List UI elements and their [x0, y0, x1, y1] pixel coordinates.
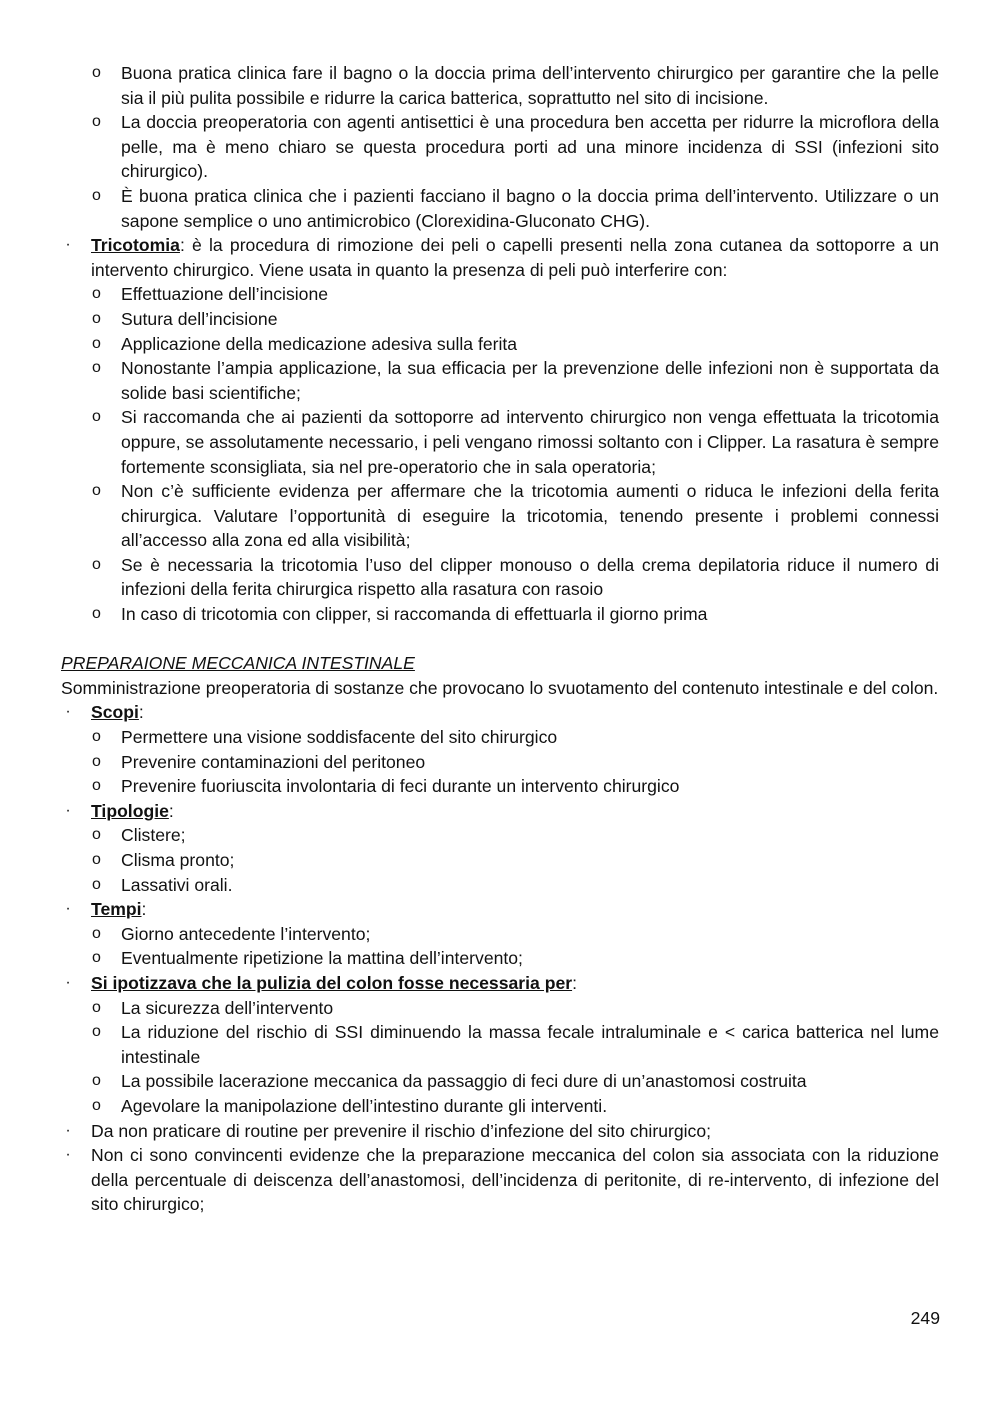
tricotomia-sublist — [91, 282, 939, 626]
dot-bullet-icon: · — [65, 1121, 71, 1139]
circle-bullet-icon: o — [92, 482, 101, 500]
list-item: o Permettere una visione soddisfacente del sito chirurgico — [61, 725, 939, 750]
circle-bullet-icon: o — [92, 408, 101, 426]
list-item: o Lassativi orali. — [61, 873, 939, 898]
list-item: o Applicazione della medicazione adesiva sulla ferita — [61, 332, 939, 357]
list-item: o La doccia preoperatoria con agenti antisettici è una procedura ben accetta per ridurre la microflora della pelle, ma è meno chiaro se questa procedura porti ad una minore incidenza di SSI (infezioni sito chirurgico). — [92, 112, 939, 182]
circle-bullet-icon: o — [92, 605, 101, 623]
ipotesi-list — [61, 971, 939, 996]
circle-bullet-icon: o — [92, 285, 101, 303]
circle-bullet-icon: o — [92, 309, 101, 327]
top-sublist — [91, 61, 939, 233]
list-item: o Effettuazione dell’incisione — [61, 282, 939, 307]
scopi-list — [61, 700, 939, 725]
list-item: o Eventualmente ripetizione la mattina dell’intervento; — [61, 946, 939, 971]
list-item: · Da non praticare di routine per prevenire il rischio d’infezione del sito chirurgico; — [61, 1119, 939, 1144]
list-item: o Buona pratica clinica fare il bagno o la doccia prima dell’intervento chirurgico per garantire che la pelle sia il più pulita possibile e ridurre la carica batterica, soprattutto nel sito di incisione. — [92, 63, 939, 108]
list-item: o La sicurezza dell’intervento — [61, 996, 939, 1021]
tricotomia-lead: Tricotomia — [91, 235, 180, 256]
circle-bullet-icon: o — [92, 998, 101, 1016]
list-item: o Giorno antecedente l’intervento; — [61, 922, 939, 947]
dot-bullet-icon: · — [65, 900, 71, 918]
circle-bullet-icon: o — [92, 728, 101, 746]
section-intro: Somministrazione preoperatoria di sostanze che provocano lo svuotamento del contenuto intestinale e del colon. — [61, 677, 939, 698]
list-item: o Agevolare la manipolazione dell’intestino durante gli interventi. — [61, 1094, 939, 1119]
circle-bullet-icon: o — [92, 949, 101, 967]
tricotomia-text: : è la procedura di rimozione dei peli o capelli presenti nella zona cutanea da sottoporre a un intervento chirurgico. Viene usata in quanto la presenza di peli può interferire con: — [91, 235, 939, 280]
list-item: · Non ci sono convincenti evidenze che la preparazione meccanica del colon sia associata con la riduzione della percentuale di deiscenza dell’anastomosi, dell’incidenza di peritonite, di re-intervento, di infezione del sito chirurgico; — [61, 1143, 939, 1217]
circle-bullet-icon: o — [92, 359, 101, 377]
list-item: o Sutura dell’incisione — [61, 307, 939, 332]
list-item: o Prevenire contaminazioni del peritoneo — [61, 750, 939, 775]
tempi-item: · Tempi: — [61, 897, 939, 922]
list-item: o Prevenire fuoriuscita involontaria di feci durante un intervento chirurgico — [61, 774, 939, 799]
list-item: o Nonostante l’ampia applicazione, la sua efficacia per la prevenzione delle infezioni non è supportata da solide basi scientifiche; — [92, 358, 939, 403]
circle-bullet-icon: o — [92, 555, 101, 573]
tricotomia-item — [61, 233, 939, 282]
list-item: o Si raccomanda che ai pazienti da sottoporre ad intervento chirurgico non venga effettuata la tricotomia oppure, se assolutamente necessario, i peli vengano rimossi soltanto con i Clipper. La rasatura è sempre fortemente sconsigliata, sia nel pre-operatorio che in sala operatoria; — [92, 407, 939, 477]
circle-bullet-icon: o — [92, 1023, 101, 1041]
ipotesi-sublist — [91, 996, 939, 1119]
circle-bullet-icon: o — [92, 851, 101, 868]
ipotesi-item: · Si ipotizzava che la pulizia del colon fosse necessaria per: — [61, 971, 939, 996]
circle-bullet-icon: o — [92, 752, 101, 770]
dot-bullet-icon: · — [65, 236, 71, 254]
circle-bullet-icon: o — [92, 186, 101, 204]
list-item: o È buona pratica clinica che i pazienti facciano il bagno o la doccia prima dell’intervento. Utilizzare o un sapone semplice o uno antimicrobico (Clorexidina-Gluconato CHG). — [92, 185, 939, 231]
section-heading: PREPARAIONE MECCANICA INTESTINALE — [61, 653, 415, 674]
list-item: o Se è necessaria la tricotomia l’uso del clipper monouso o della crema depilatoria riduce il numero di infezioni della ferita chirurgica rispetto alla rasatura con rasoio — [92, 554, 939, 600]
circle-bullet-icon: o — [92, 1072, 101, 1090]
tricotomia-list — [61, 233, 939, 282]
circle-bullet-icon: o — [92, 875, 101, 893]
list-item: o La possibile lacerazione meccanica da passaggio di feci dure di un’anastomosi costruita — [61, 1069, 939, 1094]
dot-bullet-icon: · — [65, 1146, 71, 1164]
circle-bullet-icon: o — [92, 777, 101, 795]
circle-bullet-icon: o — [92, 64, 101, 81]
circle-bullet-icon: o — [92, 826, 101, 844]
circle-bullet-icon: o — [92, 113, 101, 131]
dot-bullet-icon: · — [65, 703, 71, 721]
page-content — [61, 61, 939, 1217]
tempi-sublist — [91, 922, 939, 971]
circle-bullet-icon: o — [92, 334, 101, 352]
closing-list — [61, 1119, 939, 1217]
list-item: o Non c’è sufficiente evidenza per affermare che la tricotomia aumenti o riduca le infezioni della ferita chirurgica. Valutare l’opportunità di eseguire la tricotomia, tenendo presente i problemi connessi all’accesso alla zona ed alla visibilità; — [92, 481, 939, 551]
list-item: o Clisma pronto; — [61, 848, 939, 873]
circle-bullet-icon: o — [92, 1096, 101, 1114]
list-item: o In caso di tricotomia con clipper, si raccomanda di effettuarla il giorno prima — [61, 602, 939, 627]
circle-bullet-icon: o — [92, 924, 101, 942]
tipologie-item: · Tipologie: — [61, 799, 939, 824]
page-number: 249 — [910, 1308, 940, 1328]
list-item: o Clistere; — [61, 823, 939, 848]
tempi-list — [61, 897, 939, 922]
scopi-item: · Scopi: — [61, 700, 939, 725]
dot-bullet-icon: · — [65, 973, 71, 991]
list-item: o La riduzione del rischio di SSI diminuendo la massa fecale intraluminale e < carica batterica nel lume intestinale — [92, 1022, 939, 1067]
scopi-sublist — [91, 725, 939, 799]
spacer — [61, 627, 939, 652]
tipologie-sublist — [91, 823, 939, 897]
tipologie-list — [61, 799, 939, 824]
dot-bullet-icon: · — [65, 801, 71, 819]
